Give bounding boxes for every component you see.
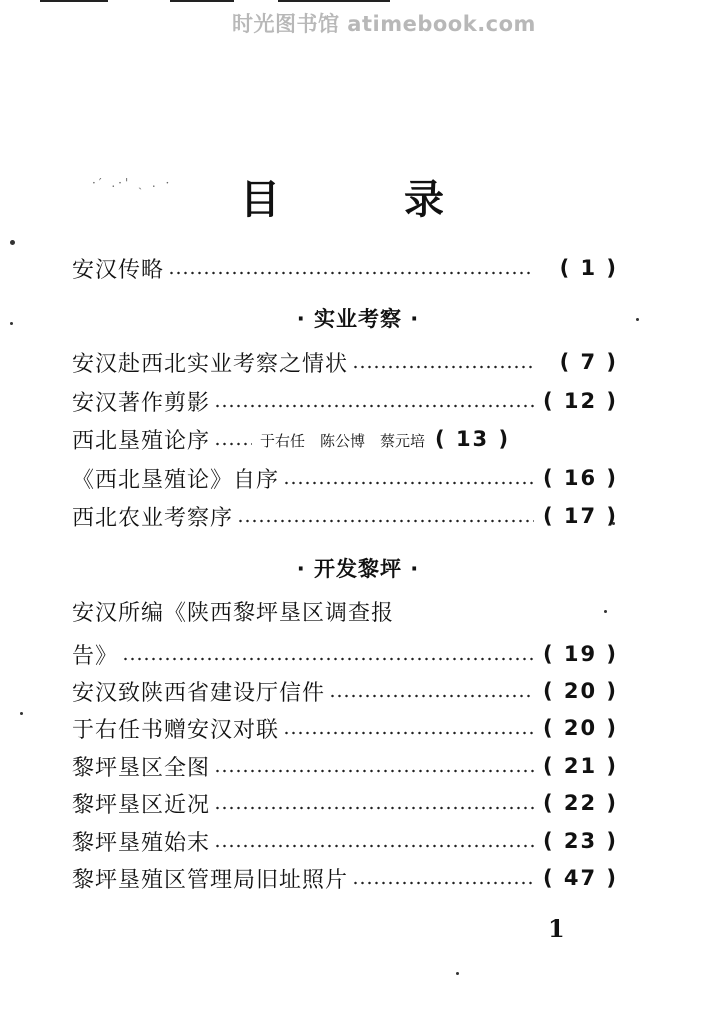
section-heading: · 实业考察 · bbox=[296, 307, 420, 331]
page-number: 1 bbox=[548, 914, 565, 943]
section-heading: · 开发黎坪 · bbox=[296, 557, 420, 581]
toc-entry bbox=[72, 637, 618, 671]
dot-leader bbox=[214, 806, 534, 810]
toc-entry bbox=[72, 749, 618, 783]
dot-leader bbox=[283, 731, 534, 735]
toc-entry-title-continued: 告》 bbox=[72, 643, 119, 669]
toc-entry-page: ( 13 ) bbox=[435, 427, 511, 451]
scan-line bbox=[40, 0, 108, 2]
toc-entry-title: 安汉致陕西省建设厅信件 bbox=[72, 680, 326, 706]
toc-entry-title: 西北垦殖论序 bbox=[72, 428, 211, 454]
toc-entry-title: 安汉传略 bbox=[72, 257, 165, 283]
scan-noise: ·′ .·' ˎ . · bbox=[92, 176, 173, 190]
scan-speck bbox=[10, 240, 15, 245]
toc-entry bbox=[72, 384, 618, 418]
scan-line bbox=[170, 0, 234, 2]
watermark: 时光图书馆 atimebook.com bbox=[232, 12, 536, 36]
toc-entry-page: ( 20 ) bbox=[542, 679, 618, 703]
toc-entry-title: 西北农业考察序 bbox=[72, 505, 234, 531]
dot-leader bbox=[352, 365, 534, 369]
toc-entry-title: 《西北垦殖论》自序 bbox=[72, 467, 280, 493]
toc-entry bbox=[72, 461, 618, 495]
dot-leader bbox=[214, 442, 252, 446]
dot-leader bbox=[352, 881, 534, 885]
toc-entry bbox=[72, 711, 618, 745]
toc-entry-page: ( 12 ) bbox=[542, 389, 618, 413]
toc-entry bbox=[72, 674, 618, 708]
dot-leader bbox=[214, 404, 534, 408]
title-char: 目 bbox=[240, 177, 280, 223]
toc-entry-page: ( 47 ) bbox=[542, 866, 618, 890]
toc-entry-page: ( 1 ) bbox=[559, 256, 618, 280]
toc-entry-page: ( 19 ) bbox=[542, 642, 618, 666]
dot-leader bbox=[168, 271, 534, 275]
toc-entry bbox=[72, 824, 618, 858]
toc-entry bbox=[72, 786, 618, 820]
toc-entry bbox=[72, 499, 618, 533]
toc-entry-page: ( 23 ) bbox=[542, 829, 618, 853]
toc-entry-authors: 于右任 陈公博 蔡元培 bbox=[260, 431, 426, 450]
dot-leader bbox=[122, 657, 534, 661]
dot-leader bbox=[214, 844, 534, 848]
toc-entry bbox=[72, 251, 618, 285]
toc-entry-title: 黎坪垦殖始末 bbox=[72, 830, 211, 856]
toc-entry-title: 黎坪垦区全图 bbox=[72, 755, 211, 781]
toc-entry-title: 于右任书赠安汉对联 bbox=[72, 717, 280, 743]
toc-entry-title: 黎坪垦区近况 bbox=[72, 792, 211, 818]
toc-entry-page: ( 21 ) bbox=[542, 754, 618, 778]
title-char: 录 bbox=[404, 177, 444, 223]
toc-entry-page: ( 7 ) bbox=[559, 350, 618, 374]
scan-speck bbox=[456, 972, 459, 975]
toc-entry-title: 黎坪垦殖区管理局旧址照片 bbox=[72, 867, 349, 893]
dot-leader bbox=[237, 519, 534, 523]
toc-entry-title: 安汉赴西北实业考察之情状 bbox=[72, 351, 349, 377]
dot-leader bbox=[329, 694, 534, 698]
scan-speck bbox=[20, 712, 23, 715]
toc-entry-title: 安汉著作剪影 bbox=[72, 390, 211, 416]
toc-entry bbox=[72, 345, 618, 379]
scan-line bbox=[278, 0, 390, 2]
scan-speck bbox=[604, 610, 607, 613]
toc-entry bbox=[72, 861, 618, 895]
dot-leader bbox=[283, 481, 534, 485]
toc-entry-title: 安汉所编《陕西黎坪垦区调查报 bbox=[72, 601, 395, 626]
toc-entry-page: ( 16 ) bbox=[542, 466, 618, 490]
toc-entry-page: ( 20 ) bbox=[542, 716, 618, 740]
dot-leader bbox=[214, 769, 534, 773]
toc-entry-page: ( 22 ) bbox=[542, 791, 618, 815]
toc-entry-page: ( 17 ) bbox=[542, 504, 618, 528]
page-title bbox=[240, 168, 450, 223]
toc-entry bbox=[72, 422, 618, 456]
